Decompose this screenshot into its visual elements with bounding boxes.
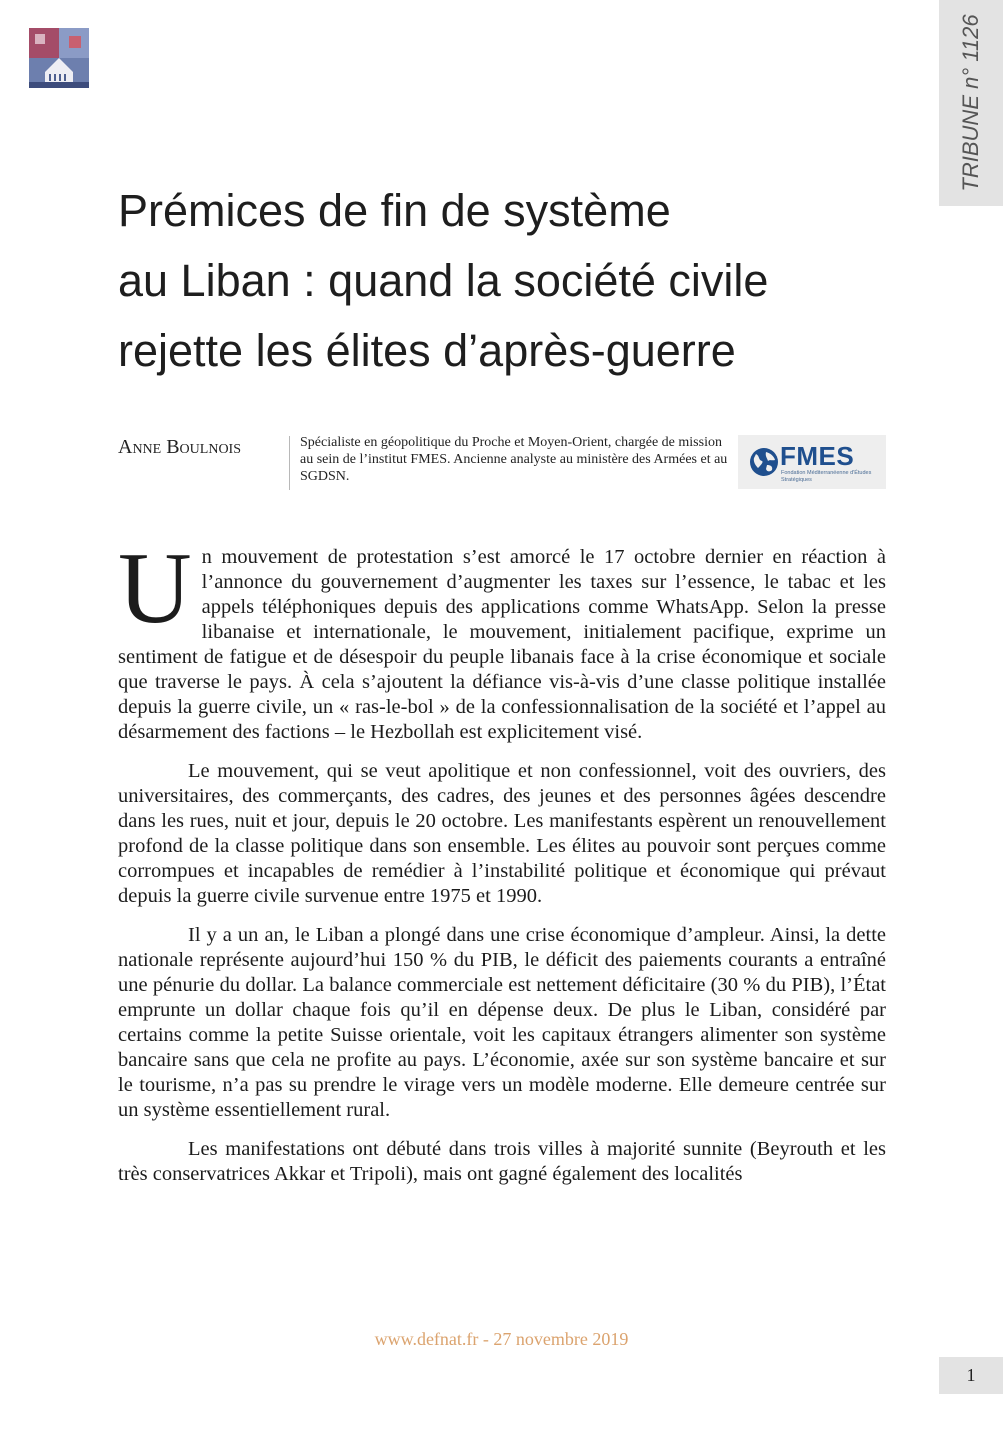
footer-text: www.defnat.fr - 27 novembre 2019 — [374, 1329, 629, 1349]
tribune-label: TRIBUNE n° 1126 — [958, 14, 983, 192]
fmes-logo — [738, 435, 886, 489]
author-divider — [289, 436, 290, 490]
paragraph-1 — [118, 532, 886, 745]
title-line-2: au Liban : quand la société civile — [118, 255, 769, 306]
paragraph-2: Le mouvement, qui se veut apolitique et non confessionnel, voit des ouvriers, des universitaires, des commerçants, des cadres, des jeunes et des personnes âgées descendre dans les rues, nuit et jour, depuis le 20 octobre. Les manifestants espèrent un renouvellement profond de la classe politique dans son ensemble. Les élites au pouvoir sont perçues comme corrompues et incapables de remédier à l’instabilité politique et économique qui prévaut depuis la guerre civile survenue entre 1975 et 1990. — [118, 760, 886, 907]
author-bio: Spécialiste en géopolitique du Proche et Moyen-Orient, chargée de mission au sein de l’institut FMES. Ancienne analyste au ministère des Armées et au SGDSN. — [300, 435, 728, 484]
fmes-text: FMES — [780, 441, 855, 471]
paragraph-3: Il y a un an, le Liban a plongé dans une crise économique d’ampleur. Ainsi, la dette nationale représente aujourd’hui 150 % du PIB, le déficit des paiements courants a entraîné une pénurie du dollar. La balance commerciale est nettement déficitaire (30 % du PIB), l’État emprunte un dollar chaque fois qu’il en dépense deux. De plus le Liban, considéré par certains comme la petite Suisse orientale, voit les capitaux étrangers alimenter son système bancaire sans que cela ne profite au pays. L’économie, axée sur son système bancaire et sur le tourisme, n’a pas su prendre le virage vers un modèle moderne. Elle demeure centrée sur un système essentiellement rural. — [118, 924, 886, 1121]
page-number-tab — [939, 1357, 1003, 1394]
paragraph-4: Les manifestations ont débuté dans trois villes à majorité sunnite (Beyrouth et les très conservatrices Akkar et Tripoli), mais ont gagné également des localités — [118, 1138, 886, 1185]
globe-icon — [748, 444, 780, 480]
title-line-1: Prémices de fin de système — [118, 185, 671, 236]
article-title — [118, 176, 898, 386]
title-line-3: rejette les élites d’après-guerre — [118, 325, 736, 376]
page-number: 1 — [966, 1365, 976, 1385]
article-body — [118, 532, 886, 1201]
building-logo-icon — [29, 28, 89, 88]
drop-cap: U — [118, 532, 192, 645]
fmes-subtitle: Fondation Méditerranéenne d'Études Stratégiques — [781, 470, 872, 483]
tribune-tab — [939, 0, 1003, 206]
paragraph-1-text: n mouvement de protestation s’est amorcé le 17 octobre dernier en réaction à l’annonce du gouvernement d’augmenter les taxes sur l’essence, le tabac et les appels téléphoniques depuis des applications comme WhatsApp. Selon la presse libanaise et internationale, le mouvement, initialement pacifique, exprime un sentiment de fatigue et de désespoir du peuple libanais face à la crise économique et sociale que traverse le pays. À cela s’ajoutent la défiance vis-à-vis d’une classe politique installée depuis la guerre civile, un « ras-le-bol » de la confessionnalisation de la société et l’appel au désarmement des factions – le Hezbollah est explicitement visé. — [118, 546, 886, 743]
author-name: Anne Boulnois — [118, 436, 241, 458]
